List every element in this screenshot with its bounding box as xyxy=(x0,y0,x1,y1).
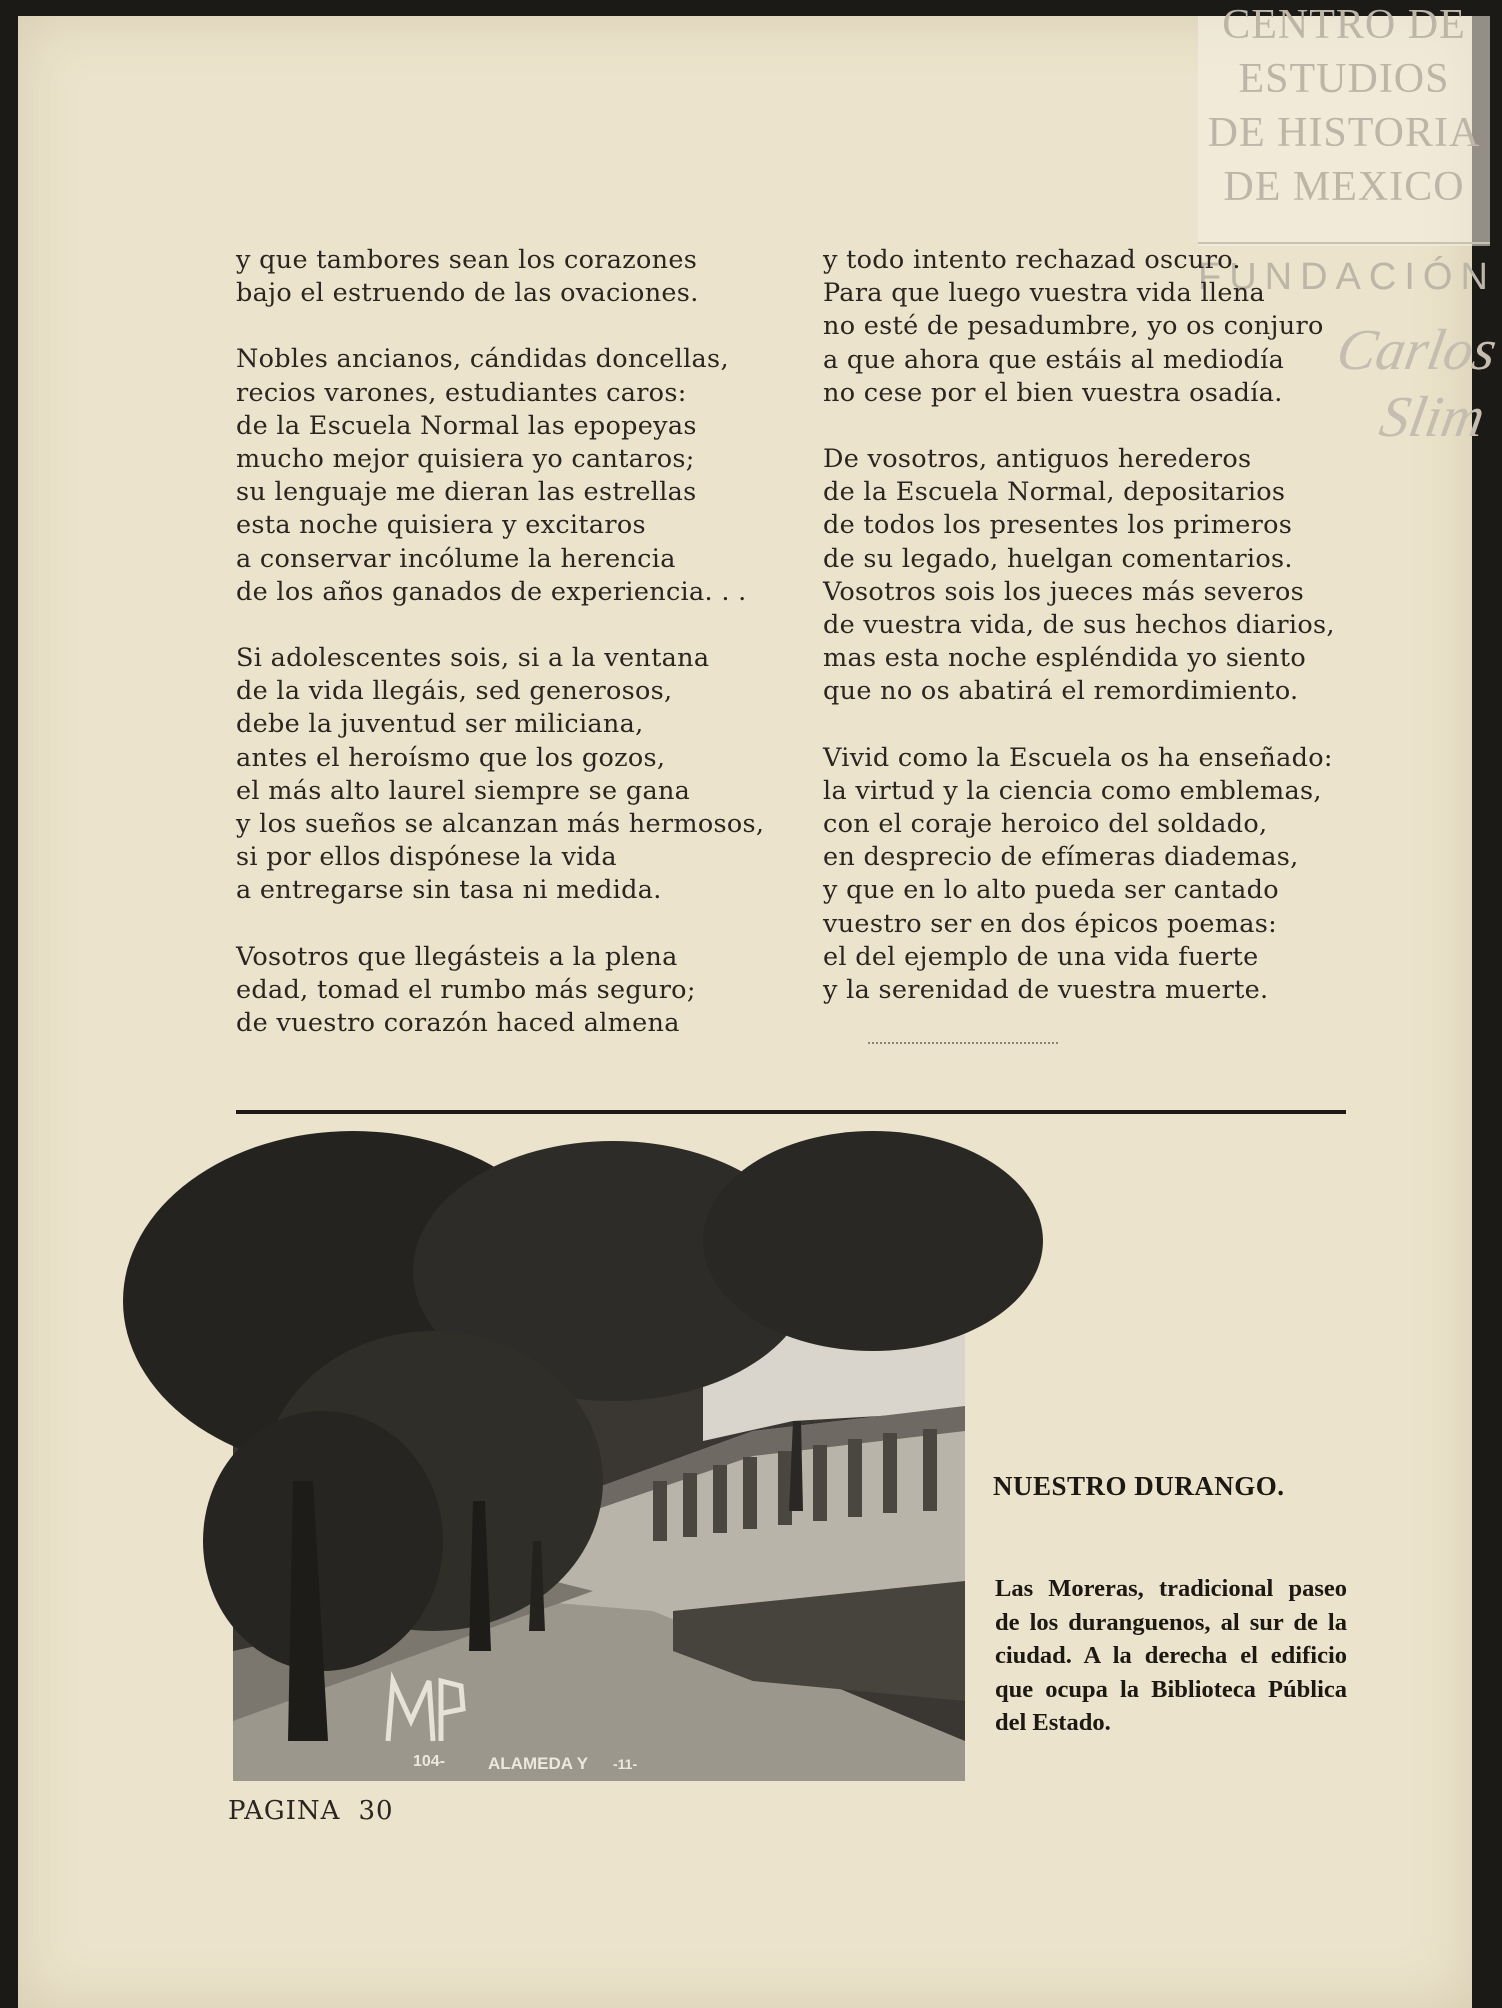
poem-line: Vosotros sois los jueces más severos xyxy=(823,576,1304,607)
watermark-line: DE HISTORIA xyxy=(1207,110,1481,156)
poem-line: De vosotros, antiguos herederos xyxy=(823,444,1252,475)
poem-line: Vivid como la Escuela os ha enseñado: xyxy=(823,742,1333,773)
poem-line: bajo el estruendo de las ovaciones. xyxy=(236,278,699,309)
folio-label: PAGINA xyxy=(228,1796,341,1826)
poem-line: vuestro ser en dos épicos poemas: xyxy=(823,908,1277,939)
poem-line: y que en lo alto pueda ser cantado xyxy=(823,875,1279,906)
watermark-line: CENTRO DE xyxy=(1222,2,1466,48)
poem-line: Para que luego vuestra vida llena xyxy=(823,278,1265,309)
photo-mark: 104- xyxy=(413,1753,446,1770)
poem-line: Nobles ancianos, cándidas doncellas, xyxy=(236,344,729,375)
decorative-dotted-line xyxy=(868,1042,1058,1046)
watermark-foundation: FUNDACIÓN xyxy=(1198,256,1496,298)
poem-line: de todos los presentes los primeros xyxy=(823,510,1293,541)
poem-line: si por ellos dispónese la vida xyxy=(236,842,617,873)
poem-stanza xyxy=(236,941,776,1041)
caption-body: Las Moreras, tradicional paseo de los duranguenos, al sur de la ciudad. A la derecha el edificio que ocupa la Biblioteca Pública del Estado. xyxy=(995,1575,1347,1736)
poem-line: el más alto laurel siempre se gana xyxy=(236,775,691,806)
poem-line: el del ejemplo de una vida fuerte xyxy=(823,941,1259,972)
caption-title: NUESTRO DURANGO. xyxy=(993,1471,1285,1501)
poem-line: de la Escuela Normal las epopeyas xyxy=(236,410,697,441)
poem-line: mas esta noche espléndida yo siento xyxy=(823,643,1306,674)
poem-line: y la serenidad de vuestra muerte. xyxy=(823,975,1269,1006)
poem-line: y que tambores sean los corazones xyxy=(236,245,698,275)
poem-line: a que ahora que estáis al mediodía xyxy=(823,344,1285,375)
poem-line: la virtud y la ciencia como emblemas, xyxy=(823,775,1322,806)
poem-stanza xyxy=(823,742,1363,1008)
poem-stanza xyxy=(823,443,1363,709)
poem-line: debe la juventud ser miliciana, xyxy=(236,709,644,740)
poem-line: Si adolescentes sois, si a la ventana xyxy=(236,643,710,674)
poem-left-column xyxy=(236,244,776,1073)
poem-line: de su legado, huelgan comentarios. xyxy=(823,543,1293,574)
poem-line: de vuestro corazón haced almena xyxy=(236,1008,680,1039)
poem-line: en desprecio de efímeras diademas, xyxy=(823,842,1299,873)
folio-number: 30 xyxy=(358,1796,394,1826)
poem-right-column xyxy=(823,244,1363,1040)
photo-mark: -11- xyxy=(613,1756,638,1772)
watermark-signature: Carlos Slim xyxy=(1332,317,1502,449)
poem-line: antes el heroísmo que los gozos, xyxy=(236,742,666,773)
poem-stanza xyxy=(236,244,776,310)
poem-line: que no os abatirá el remordimiento. xyxy=(823,676,1299,707)
poem-line: de la vida llegáis, sed generosos, xyxy=(236,676,673,707)
archive-watermark xyxy=(1198,2,1490,246)
poem-line: no esté de pesadumbre, yo os conjuro xyxy=(823,311,1324,342)
poem-line: esta noche quisiera y excitaros xyxy=(236,510,646,541)
photo-mark: ALAMEDA Y xyxy=(488,1754,589,1773)
watermark-line: ESTUDIOS xyxy=(1238,56,1450,102)
poem-stanza xyxy=(236,642,776,908)
poem-line: mucho mejor quisiera yo cantaros; xyxy=(236,444,695,475)
magazine-page xyxy=(18,2,1502,2008)
poem-line: con el coraje heroico del soldado, xyxy=(823,809,1268,840)
watermark-line: DE MEXICO xyxy=(1223,164,1465,210)
poem-line: no cese por el bien vuestra osadía. xyxy=(823,377,1283,408)
poem-line: y todo intento rechazad oscuro. xyxy=(823,245,1241,275)
poem-line: de vuestra vida, de sus hechos diarios, xyxy=(823,610,1335,641)
poem-stanza xyxy=(236,343,776,609)
photo-las-moreras xyxy=(233,1181,965,1781)
page-folio xyxy=(228,1796,394,1826)
poem-stanza xyxy=(823,244,1363,410)
poem-line: edad, tomad el rumbo más seguro; xyxy=(236,974,696,1005)
poem-line: y los sueños se alcanzan más hermosos, xyxy=(236,809,765,840)
poem-line: de los años ganados de experiencia. . . xyxy=(236,576,747,607)
poem-line: a entregarse sin tasa ni medida. xyxy=(236,875,662,906)
poem-line: su lenguaje me dieran las estrellas xyxy=(236,477,697,508)
poem-line: recios varones, estudiantes caros: xyxy=(236,377,687,408)
poem-line: a conservar incólume la herencia xyxy=(236,543,676,574)
section-divider xyxy=(236,1110,1346,1114)
poem-line: Vosotros que llegásteis a la plena xyxy=(236,941,678,972)
poem-line: de la Escuela Normal, depositarios xyxy=(823,477,1286,508)
